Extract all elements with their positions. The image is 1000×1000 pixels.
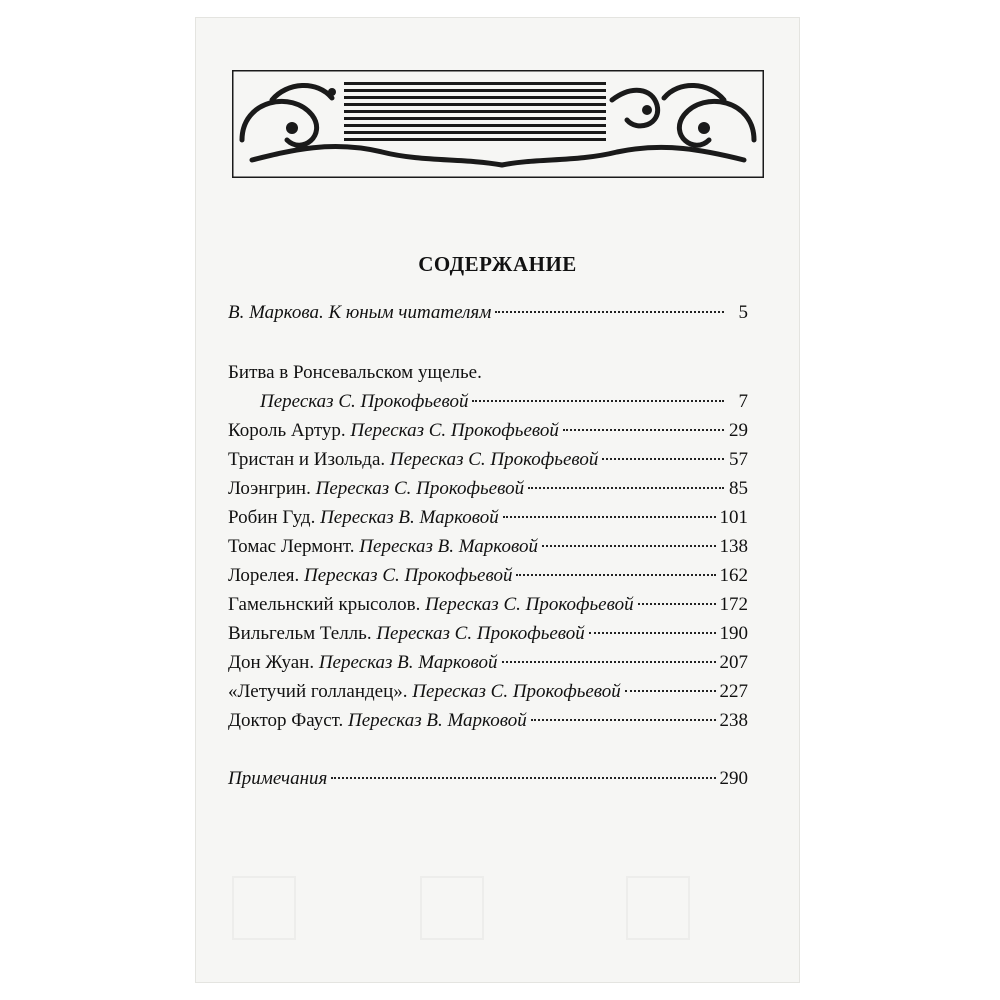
- toc-entry-subtitle: Примечания: [228, 768, 328, 789]
- dot-leader: [331, 777, 715, 779]
- dot-leader: [502, 661, 716, 663]
- toc-page-number: 238: [719, 710, 748, 731]
- toc-entry[interactable]: [228, 449, 748, 475]
- toc-page-number: 5: [738, 302, 748, 323]
- toc-entry[interactable]: [228, 536, 748, 562]
- toc-page-number: 290: [719, 768, 748, 789]
- dot-leader: [542, 545, 716, 547]
- toc-entry-title: Робин Гуд.: [228, 507, 321, 528]
- toc-entry-title: Лорелея.: [228, 565, 304, 586]
- toc-entry-subtitle: Пересказ С. Прокофьевой: [412, 681, 621, 702]
- dot-leader: [495, 311, 724, 313]
- toc-entry-title: Лоэнгрин.: [228, 478, 316, 499]
- toc-entry-subtitle: Пересказ В. Марковой: [348, 710, 527, 731]
- toc-entry[interactable]: [228, 681, 748, 707]
- dot-leader: [503, 516, 716, 518]
- toc-page-number: 101: [719, 507, 748, 528]
- toc-page-number: 162: [719, 565, 748, 586]
- toc-entry[interactable]: [228, 302, 748, 328]
- toc-entry-title: Битва в Ронсевальском ущелье.: [228, 362, 482, 383]
- toc-entry-subtitle: Пересказ С. Прокофьевой: [350, 420, 559, 441]
- toc-entry-subtitle: Пересказ С. Прокофьевой: [260, 391, 469, 412]
- toc-page-number: 85: [729, 478, 748, 499]
- toc-entry-subtitle: Пересказ С. Прокофьевой: [376, 623, 585, 644]
- toc-page-number: 190: [719, 623, 748, 644]
- toc-entry-subtitle: Пересказ С. Прокофьевой: [389, 449, 599, 470]
- toc-entry-title: Дон Жуан.: [228, 652, 319, 673]
- toc-page-number: 29: [729, 420, 748, 441]
- toc-entry-title: Король Артур.: [228, 420, 351, 441]
- dot-leader: [531, 719, 716, 721]
- dot-leader: [625, 690, 716, 692]
- toc-entry-subtitle: Пересказ В. Марковой: [359, 536, 538, 557]
- toc-entry[interactable]: [228, 362, 748, 388]
- dot-leader: [472, 400, 724, 402]
- dot-leader: [528, 487, 724, 489]
- toc-entry[interactable]: [228, 768, 748, 794]
- toc-entry[interactable]: [228, 710, 748, 736]
- faint-bleedthrough-qr-mark: [626, 876, 690, 940]
- toc-page-number: 7: [738, 391, 748, 412]
- dot-leader: [563, 429, 724, 431]
- toc-entry-title: «Летучий голландец».: [228, 681, 413, 702]
- toc-entry-subtitle: Пересказ В. Марковой: [320, 507, 499, 528]
- toc-entry[interactable]: [260, 391, 748, 417]
- toc-entry[interactable]: [228, 652, 748, 678]
- faint-bleedthrough-qr-mark: [420, 876, 484, 940]
- decorative-header-ornament: [232, 70, 764, 178]
- faint-bleedthrough-qr-mark: [232, 876, 296, 940]
- toc-entry-subtitle: Пересказ В. Марковой: [318, 652, 498, 673]
- toc-entry[interactable]: [228, 507, 748, 533]
- dot-leader: [638, 603, 716, 605]
- toc-entry[interactable]: [228, 420, 748, 446]
- toc-page-number: 227: [719, 681, 748, 702]
- toc-entry[interactable]: [228, 594, 748, 620]
- toc-entry-subtitle: Пересказ С. Прокофьевой: [304, 565, 513, 586]
- toc-page-number: 57: [729, 449, 748, 470]
- toc-entry-title: Вильгельм Телль.: [228, 623, 377, 644]
- toc-entry[interactable]: [228, 565, 748, 591]
- toc-entry-title: Доктор Фауст.: [228, 710, 349, 731]
- toc-page-number: 138: [719, 536, 748, 557]
- toc-entry-title: Гамельнский крысолов.: [228, 594, 426, 615]
- toc-entry-title: Томас Лермонт.: [228, 536, 360, 557]
- toc-page-number: 172: [719, 594, 748, 615]
- toc-entry[interactable]: [228, 623, 748, 649]
- toc-entry[interactable]: [228, 478, 748, 504]
- toc-entry-subtitle: В. Маркова. К юным читателям: [228, 302, 492, 323]
- toc-entry-subtitle: Пересказ С. Прокофьевой: [425, 594, 634, 615]
- toc-page-number: 207: [719, 652, 748, 673]
- toc-entry-title: Тристан и Изольда.: [228, 449, 390, 470]
- dot-leader: [602, 458, 724, 460]
- dot-leader: [516, 574, 715, 576]
- dot-leader: [589, 632, 716, 634]
- toc-entry-subtitle: Пересказ С. Прокофьевой: [315, 478, 525, 499]
- toc-heading: СОДЕРЖАНИЕ: [418, 252, 577, 276]
